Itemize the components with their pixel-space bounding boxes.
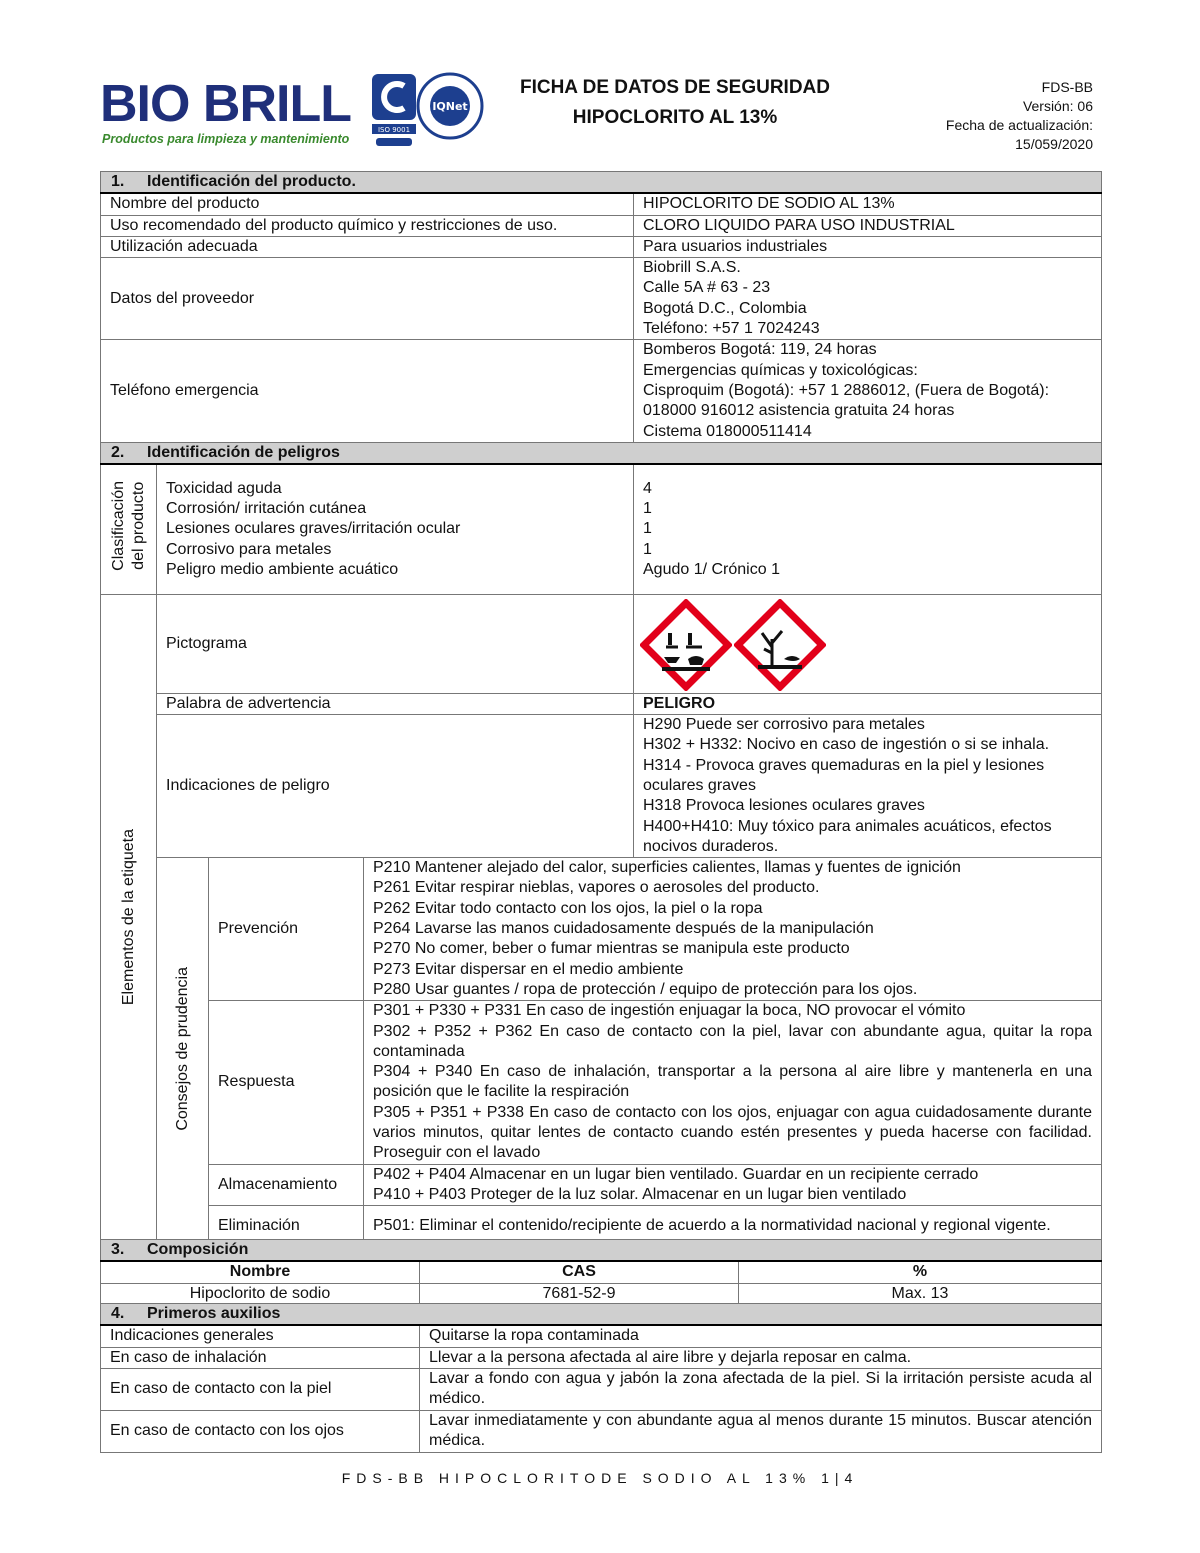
- corrosive-hazard-icon: [640, 599, 732, 691]
- classification-side-label: Clasificación del producto: [101, 464, 157, 594]
- product-title: HIPOCLORITO AL 13%: [572, 107, 778, 128]
- pictograms: [634, 594, 1102, 693]
- iqnet-certification-logo: [416, 72, 484, 140]
- row-value: CLORO LIQUIDO PARA USO INDUSTRIAL: [634, 215, 1102, 236]
- response-statements: P301 + P330 + P331 En caso de ingestión enjuagar la boca, NO provocar el vómito P302 + P352 + P362 En caso de contacto con la piel, lavar con abundante agua, quitar la ropa contaminada P304 + P340 En caso de inhalación, transportar a la persona al aire libre y mantenerla en una posición que le facilite la respiración P305 + P351 + P338 En caso de contacto con los ojos, enjuagar con agua cuidadosamente durante varios minutos, quitar lentes de contacto cuando estén presentes y pueda hacerse con facilidad. Proseguir con el lavado: [364, 1001, 1102, 1164]
- classification-row: [101, 464, 1102, 594]
- storage-row: [101, 1164, 1102, 1206]
- row-label: Uso recomendado del producto químico y restricciones de uso.: [101, 215, 634, 236]
- storage-label: Almacenamiento: [209, 1164, 364, 1206]
- section-3-header: 3. Composición: [101, 1240, 1102, 1262]
- component-cas: 7681-52-9: [420, 1283, 739, 1304]
- prevention-row: [101, 858, 1102, 1001]
- table-row: [101, 1368, 1102, 1410]
- company-logo: BIO BRILL: [100, 75, 351, 133]
- table-row: [101, 258, 1102, 340]
- response-row: [101, 1001, 1102, 1164]
- row-label: En caso de contacto con los ojos: [101, 1410, 420, 1452]
- row-value: Quitarse la ropa contaminada: [420, 1325, 1102, 1347]
- disposal-label: Eliminación: [209, 1206, 364, 1247]
- disposal-statement: P501: Eliminar el contenido/recipiente de acuerdo a la normatividad nacional y regional vigente.: [364, 1206, 1102, 1247]
- hazard-statements: H290 Puede ser corrosivo para metales H302 + H332: Nocivo en caso de ingestión o si se inhala. H314 - Provoca graves quemaduras en la piel y lesiones oculares graves H318 Provoca lesiones oculares graves H400+H410: Muy tóxico para animales acuáticos, efectos nocivos duraderos.: [634, 715, 1102, 858]
- table-row: [101, 340, 1102, 442]
- label-elements-side-label: Elementos de la etiqueta: [101, 594, 157, 1246]
- response-label: Respuesta: [209, 1001, 364, 1164]
- section-4: [100, 1303, 1101, 1453]
- update-date: 15/059/2020: [1015, 136, 1093, 152]
- hazard-statements-row: [101, 715, 1102, 858]
- column-header-cas: CAS: [420, 1261, 739, 1283]
- icontec-certification-logo: [370, 72, 418, 152]
- classification-values: 4 1 1 1 Agudo 1/ Crónico 1: [634, 464, 1102, 594]
- row-value: Lavar a fondo con agua y jabón la zona afectada de la piel. Si la irritación persiste acuda al médico.: [420, 1368, 1102, 1410]
- signal-word-label: Palabra de advertencia: [157, 693, 634, 714]
- signal-word-value: PELIGRO: [634, 693, 1102, 714]
- table-row: [101, 1325, 1102, 1347]
- table-row: [101, 1347, 1102, 1368]
- table-row: [101, 193, 1102, 215]
- storage-statements: P402 + P404 Almacenar en un lugar bien ventilado. Guardar en un recipiente cerrado P410 + P403 Proteger de la luz solar. Almacenar en un lugar bien ventilado: [364, 1164, 1102, 1206]
- prevention-statements: P210 Mantener alejado del calor, superficies calientes, llamas y fuentes de ignición P261 Evitar respirar nieblas, vapores o aerosoles del producto. P262 Evitar todo contacto con los ojos, la piel o la ropa P264 Lavarse las manos cuidadosamente después de la manipulación P270 No comer, beber o fumar mientras se manipula este producto P273 Evitar dispersar en el medio ambiente P280 Usar guantes / ropa de protección / equipo de protección para los ojos.: [364, 858, 1102, 1001]
- provider-details: Biobrill S.A.S. Calle 5A # 63 - 23 Bogotá D.C., Colombia Teléfono: +57 1 7024243: [634, 258, 1102, 340]
- prevention-label: Prevención: [209, 858, 364, 1001]
- row-value: Llevar a la persona afectada al aire libre y dejarla reposar en calma.: [420, 1347, 1102, 1368]
- column-header-name: Nombre: [101, 1261, 420, 1283]
- update-label: Fecha de actualización:: [945, 117, 1093, 133]
- section-2: [100, 442, 1101, 1247]
- classification-items: Toxicidad aguda Corrosión/ irritación cutánea Lesiones oculares graves/irritación ocular Corrosivo para metales Peligro medio ambiente acuático: [157, 464, 634, 594]
- pictogram-label: Pictograma: [157, 594, 634, 693]
- row-label: Utilización adecuada: [101, 236, 634, 257]
- row-label: En caso de inhalación: [101, 1347, 420, 1368]
- row-value: Lavar inmediatamente y con abundante agua al menos durante 15 minutos. Buscar atención médica.: [420, 1410, 1102, 1452]
- component-name: Hipoclorito de sodio: [101, 1283, 420, 1304]
- table-row: [101, 1410, 1102, 1452]
- section-1: [100, 171, 1101, 443]
- row-label: Indicaciones generales: [101, 1325, 420, 1347]
- row-label: En caso de contacto con la piel: [101, 1368, 420, 1410]
- section-2-header: 2. Identificación de peligros: [101, 443, 1102, 465]
- section-4-header: 4. Primeros auxilios: [101, 1304, 1102, 1326]
- table-row: [101, 215, 1102, 236]
- section-1-header: 1. Identificación del producto.: [101, 172, 1102, 194]
- svg-text:IQNet: IQNet: [432, 100, 468, 113]
- emergency-label: Teléfono emergencia: [101, 340, 634, 442]
- logo-tagline: Productos para limpieza y mantenimiento: [102, 132, 350, 146]
- table-row: [101, 236, 1102, 257]
- pictogram-row: [101, 594, 1102, 693]
- emergency-details: Bomberos Bogotá: 119, 24 horas Emergencias químicas y toxicológicas: Cisproquim (Bogotá): +57 1 2886012, (Fuera de Bogotá): 018000 916012 asistencia gratuita 24 horas Cistema 018000511414: [634, 340, 1102, 442]
- column-header-percent: %: [739, 1261, 1102, 1283]
- hazard-statements-label: Indicaciones de peligro: [157, 715, 634, 858]
- environment-hazard-icon: [734, 599, 826, 691]
- document-code: FDS-BB: [1041, 79, 1093, 95]
- section-3: [100, 1239, 1101, 1305]
- signal-word-row: [101, 693, 1102, 714]
- row-value: HIPOCLORITO DE SODIO AL 13%: [634, 193, 1102, 215]
- table-row: [101, 1283, 1102, 1304]
- provider-label: Datos del proveedor: [101, 258, 634, 340]
- row-label: Nombre del producto: [101, 193, 634, 215]
- document-title: FICHA DE DATOS DE SEGURIDAD: [519, 77, 830, 98]
- svg-text:ISO 9001: ISO 9001: [377, 126, 411, 134]
- document-meta: [946, 78, 1093, 154]
- precautionary-side-label: Consejos de prudencia: [157, 858, 209, 1247]
- document-version: Versión: 06: [1022, 98, 1093, 114]
- composition-header-row: [101, 1261, 1102, 1283]
- component-percent: Max. 13: [739, 1283, 1102, 1304]
- page-footer: FDS-BB HIPOCLORITODE SODIO AL 13% 1|4: [341, 1470, 859, 1486]
- row-value: Para usuarios industriales: [634, 236, 1102, 257]
